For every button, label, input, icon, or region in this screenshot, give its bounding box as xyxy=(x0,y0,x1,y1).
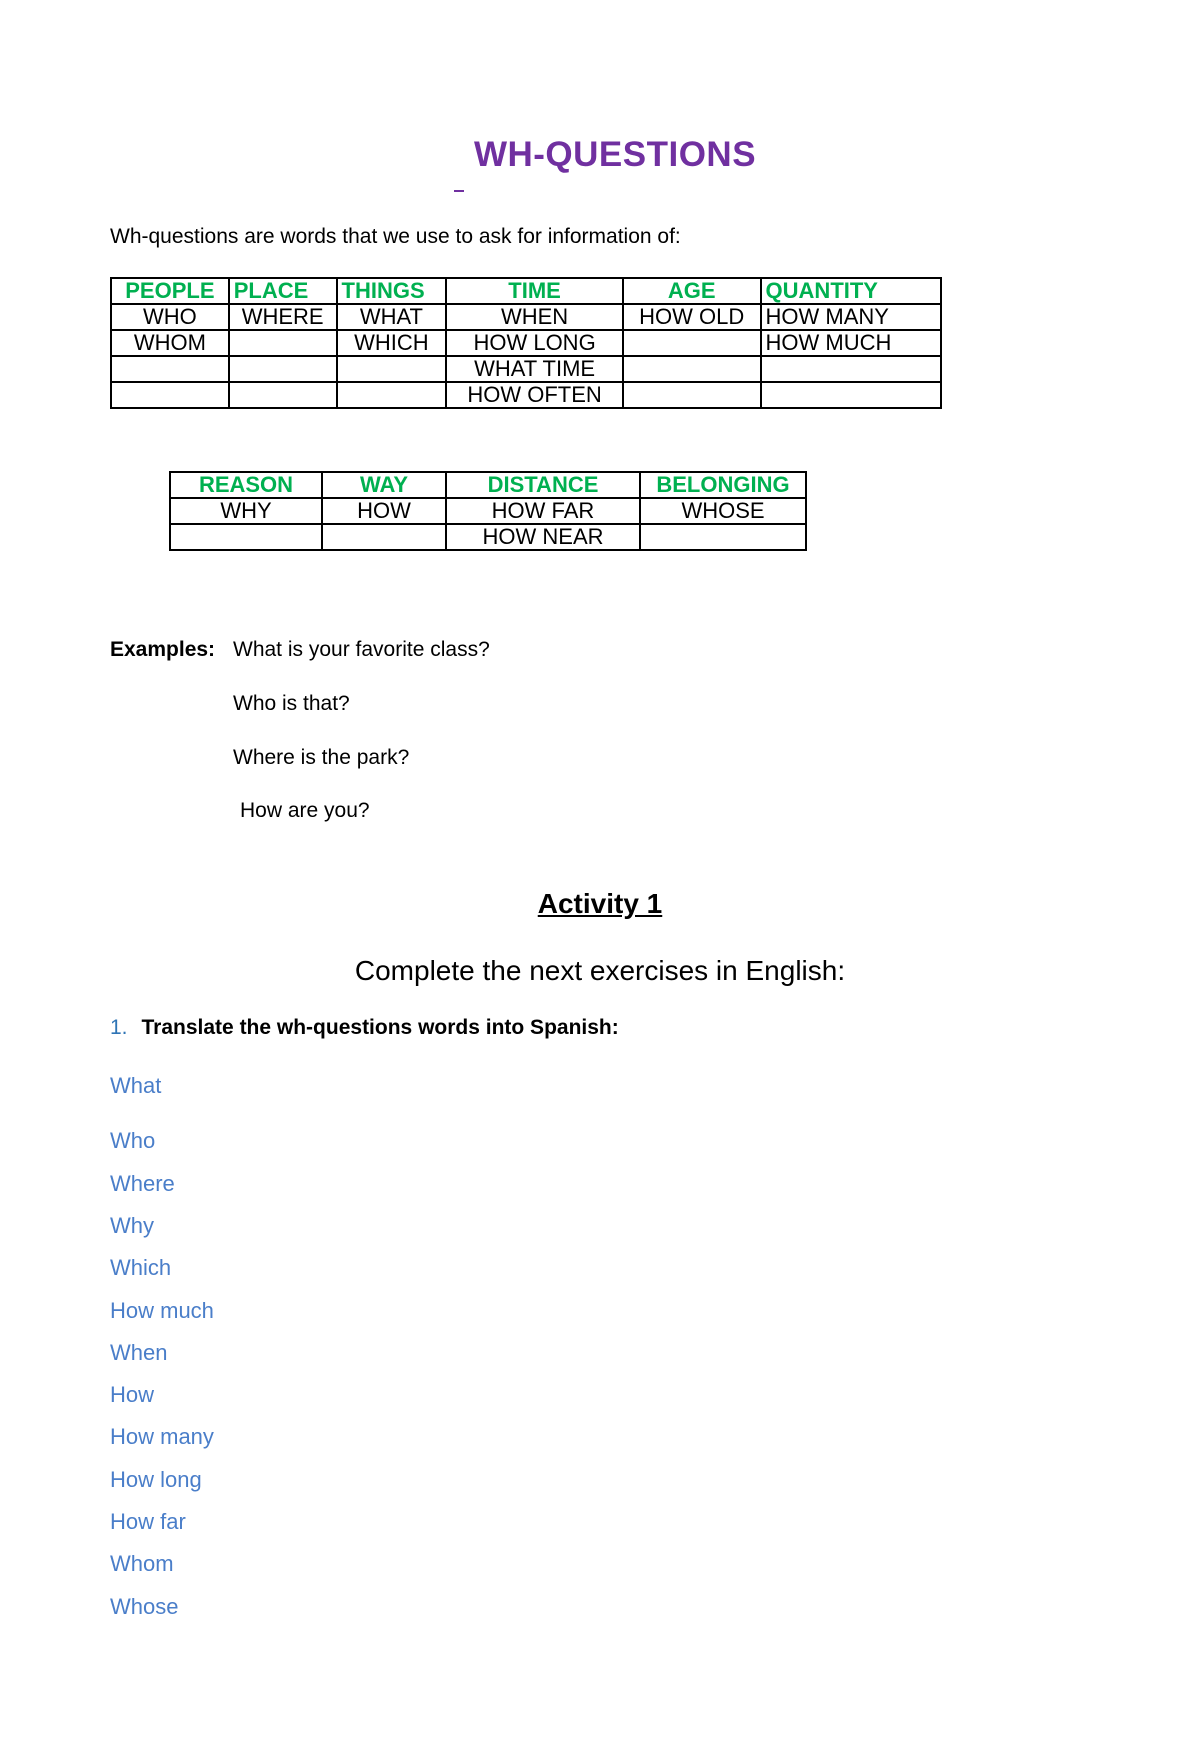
table-cell: WHY xyxy=(170,498,322,524)
word-item: Whose xyxy=(110,1594,179,1619)
word-item: How much xyxy=(110,1298,214,1323)
header-people: PEOPLE xyxy=(111,278,229,304)
table-row xyxy=(111,330,941,356)
word-item: How long xyxy=(110,1467,202,1492)
task-number: 1. xyxy=(110,1016,128,1039)
word-item: Where xyxy=(110,1171,175,1196)
table-cell xyxy=(623,330,761,356)
header-things: THINGS xyxy=(337,278,447,304)
table-cell: WHICH xyxy=(337,330,447,356)
table-row xyxy=(111,356,941,382)
wh-table-secondary xyxy=(169,471,807,551)
table-cell xyxy=(111,382,229,408)
table-cell: WHEN xyxy=(446,304,623,330)
table-cell: HOW FAR xyxy=(446,498,640,524)
word-item: How many xyxy=(110,1424,214,1449)
activity-subtitle: Complete the next exercises in English: xyxy=(354,955,846,986)
wh-table-primary xyxy=(110,277,942,409)
table-header-row xyxy=(170,472,806,498)
table-row xyxy=(111,382,941,408)
header-belonging: BELONGING xyxy=(640,472,806,498)
table-cell: HOW xyxy=(322,498,446,524)
table-cell: WHO xyxy=(111,304,229,330)
table-cell xyxy=(322,524,446,550)
table-cell xyxy=(170,524,322,550)
word-item: When xyxy=(110,1340,168,1365)
table-cell: WHAT TIME xyxy=(446,356,623,382)
table-cell: HOW MANY xyxy=(761,304,941,330)
word-item: How far xyxy=(110,1509,186,1534)
table-row xyxy=(111,304,941,330)
page-title: WH-QUESTIONS xyxy=(0,135,1200,175)
table-cell xyxy=(623,382,761,408)
table-cell xyxy=(229,330,337,356)
table-cell xyxy=(761,356,941,382)
table-cell: HOW OFTEN xyxy=(446,382,623,408)
word-item: What xyxy=(110,1073,162,1098)
word-item: How xyxy=(110,1382,155,1407)
table-cell xyxy=(623,356,761,382)
word-item: Who xyxy=(110,1128,156,1153)
header-time: TIME xyxy=(446,278,623,304)
table-cell xyxy=(229,382,337,408)
header-distance: DISTANCE xyxy=(446,472,640,498)
table-cell xyxy=(337,382,447,408)
table-cell: WHOM xyxy=(111,330,229,356)
table-header-row xyxy=(111,278,941,304)
header-quantity: QUANTITY xyxy=(761,278,941,304)
table-cell: HOW OLD xyxy=(623,304,761,330)
task-text: Translate the wh-questions words into Spanish: xyxy=(141,1016,619,1039)
table-row xyxy=(170,524,806,550)
table-row xyxy=(170,498,806,524)
table-cell xyxy=(229,356,337,382)
word-item: Why xyxy=(110,1213,154,1238)
table-cell: HOW MUCH xyxy=(761,330,941,356)
intro-text: Wh-questions are words that we use to ask for information of: xyxy=(110,225,681,248)
example-item: How are you? xyxy=(240,799,370,822)
word-item: Whom xyxy=(110,1551,174,1576)
table-cell: HOW NEAR xyxy=(446,524,640,550)
table-cell: WHERE xyxy=(229,304,337,330)
header-reason: REASON xyxy=(170,472,322,498)
example-item: What is your favorite class? xyxy=(233,638,490,661)
table-cell: HOW LONG xyxy=(446,330,623,356)
example-item: Where is the park? xyxy=(233,746,410,769)
header-age: AGE xyxy=(623,278,761,304)
table-cell: WHOSE xyxy=(640,498,806,524)
task-instruction xyxy=(110,1016,619,1040)
activity-title: Activity 1 xyxy=(537,888,663,919)
table-cell xyxy=(640,524,806,550)
table-cell: WHAT xyxy=(337,304,447,330)
examples-label: Examples: xyxy=(110,638,216,661)
table-cell xyxy=(761,382,941,408)
header-way: WAY xyxy=(322,472,446,498)
table-cell xyxy=(337,356,447,382)
table-cell xyxy=(111,356,229,382)
word-item: Which xyxy=(110,1255,172,1280)
example-item: Who is that? xyxy=(233,692,350,715)
header-place: PLACE xyxy=(229,278,337,304)
